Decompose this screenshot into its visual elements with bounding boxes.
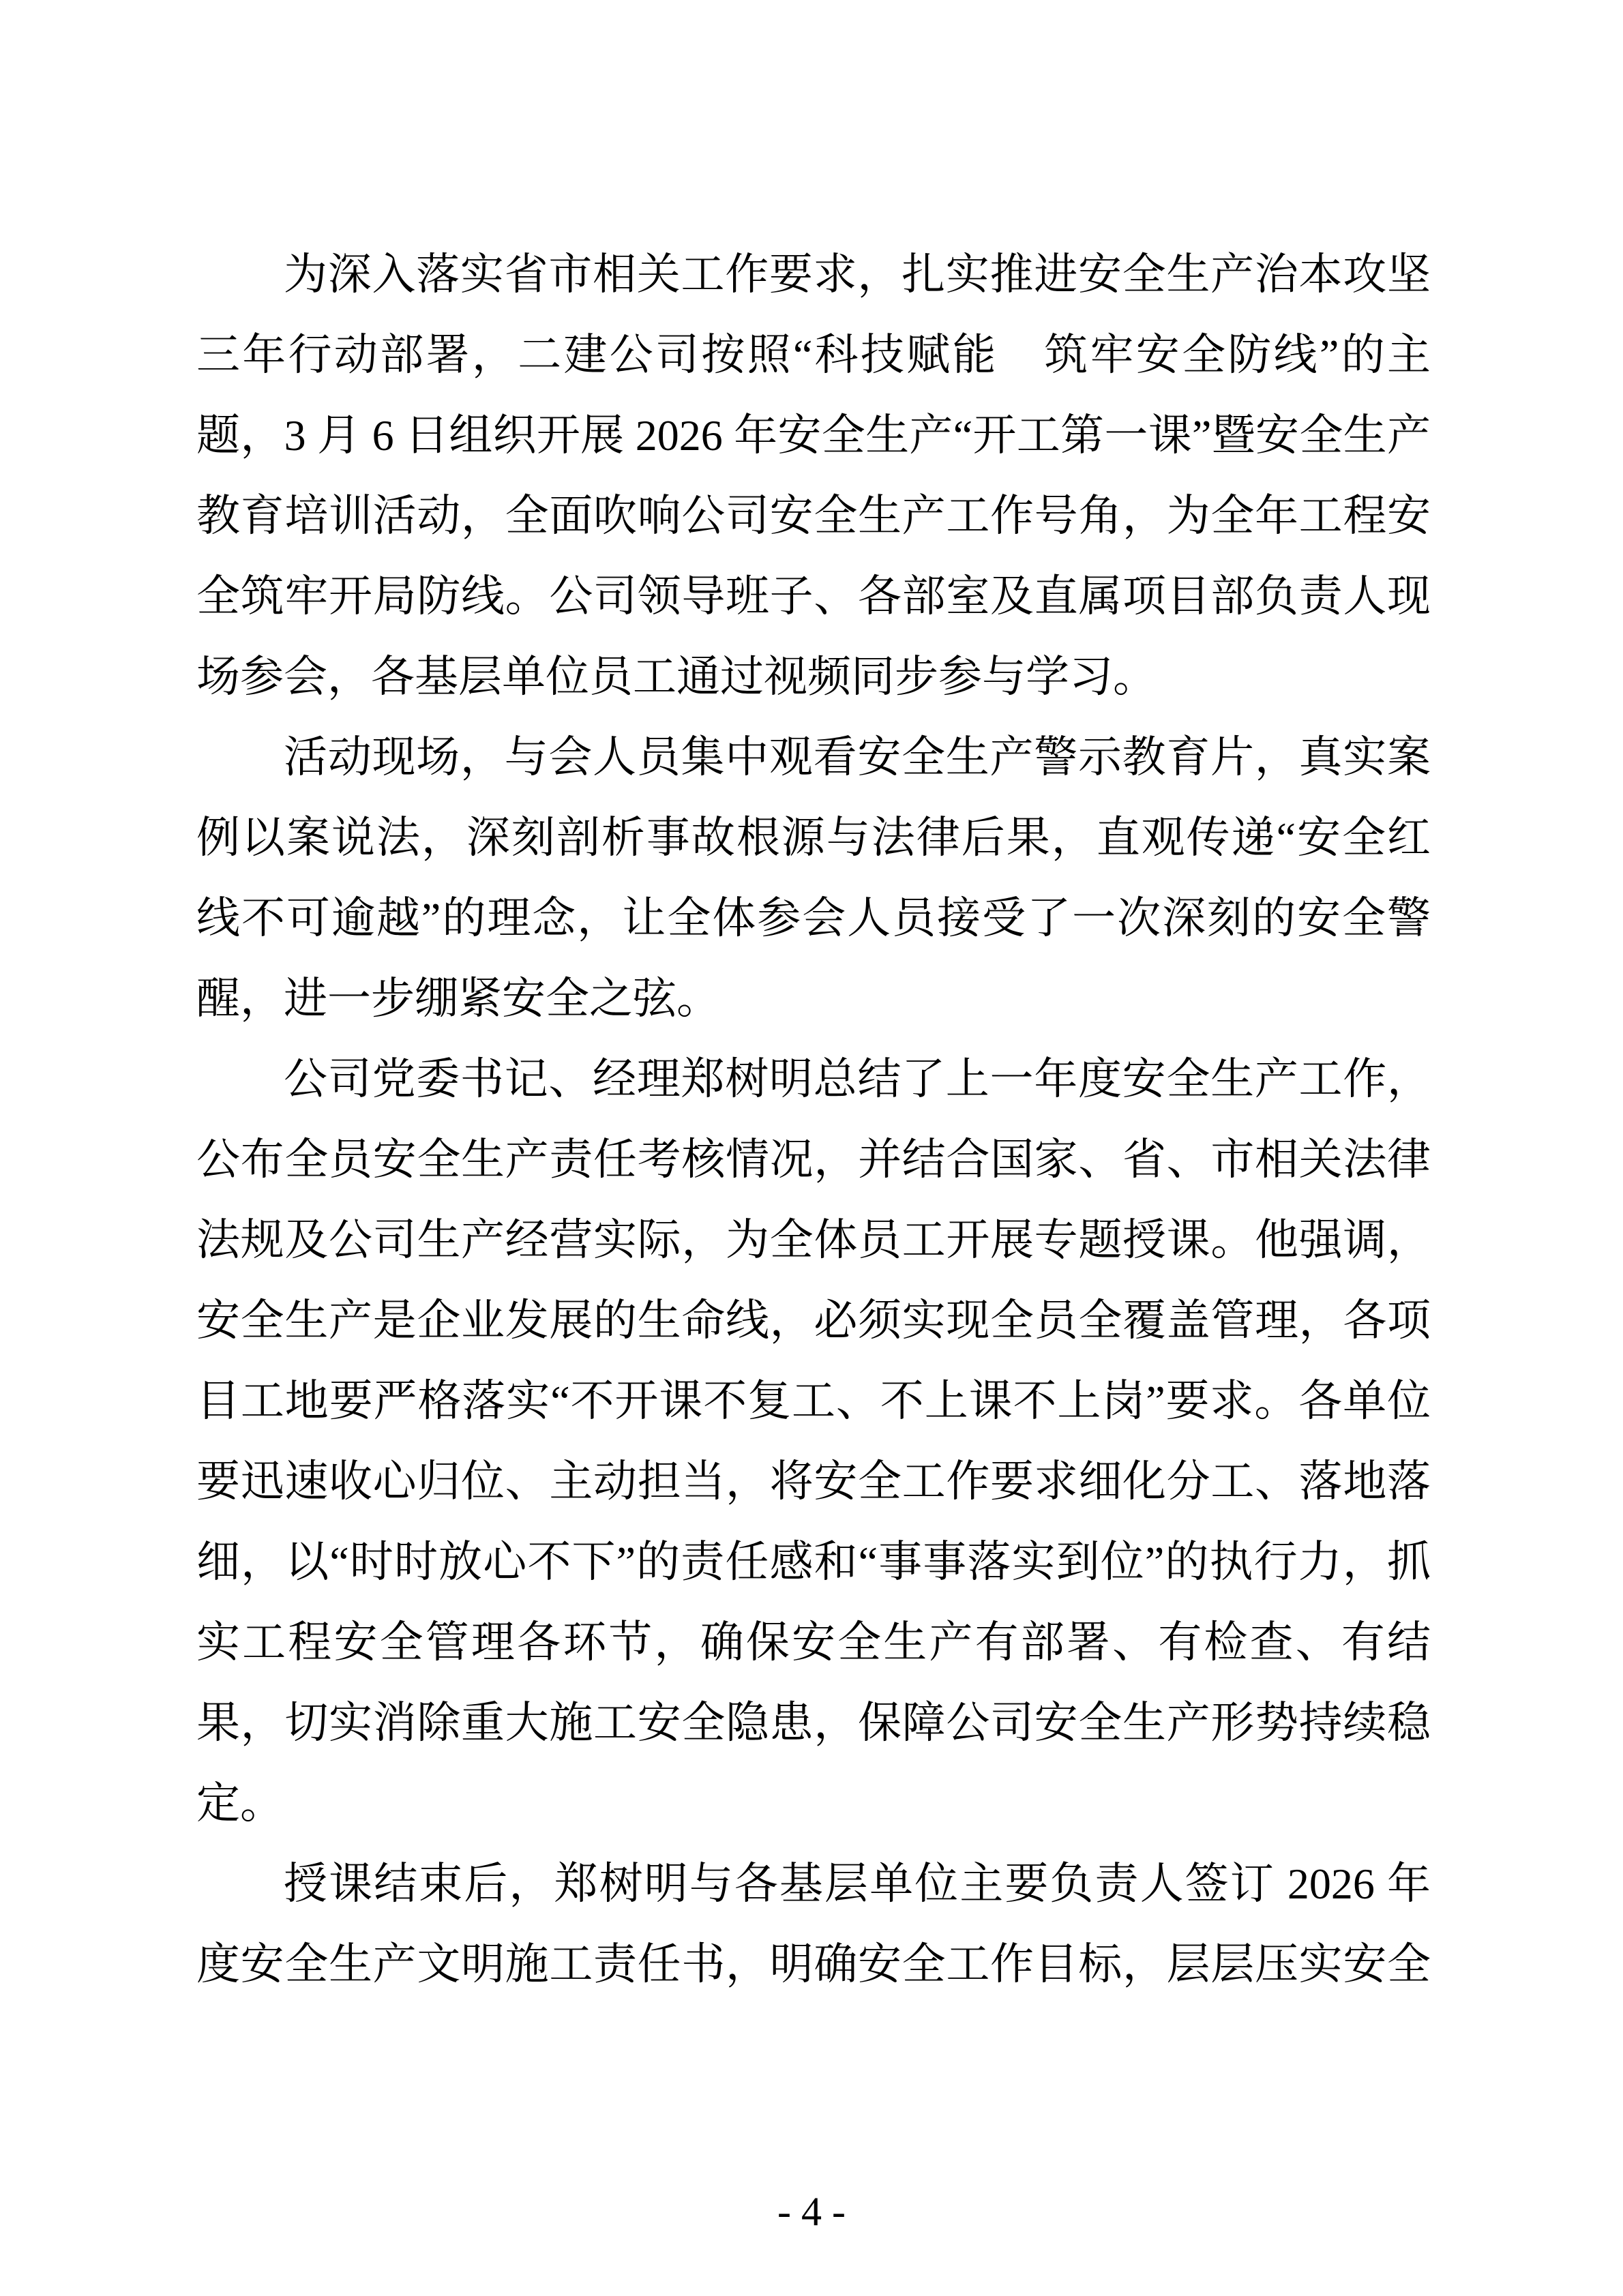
body-line: 教育培训活动，全面吹响公司安全生产工作号角，为全年工程安	[196, 492, 1431, 540]
body-line: 安全生产是企业发展的生命线，必须实现全员全覆盖管理，各项	[196, 1296, 1431, 1345]
document-body	[196, 235, 1431, 2005]
body-line: 目工地要严格落实“不开课不复工、不上课不上岗”要求。各单位	[196, 1377, 1431, 1425]
body-line: 例以案说法，深刻剖析事故根源与法律后果，直观传递“安全红	[196, 814, 1431, 862]
body-line: 法规及公司生产经营实际，为全体员工开展专题授课。他强调，	[196, 1216, 1431, 1264]
page-footer	[0, 2181, 1623, 2242]
body-line: 授课结束后，郑树明与各基层单位主要负责人签订 2026 年	[284, 1860, 1431, 1908]
body-line: 场参会，各基层单位员工通过视频同步参与学习。	[196, 653, 1157, 701]
body-line: 为深入落实省市相关工作要求，扎实推进安全生产治本攻坚	[284, 250, 1431, 299]
body-line: 定。	[196, 1779, 284, 1828]
body-line: 要迅速收心归位、主动担当，将安全工作要求细化分工、落地落	[196, 1457, 1431, 1506]
paragraph	[196, 235, 1431, 717]
body-line: 度安全生产文明施工责任书，明确安全工作目标，层层压实安全	[196, 1940, 1431, 1988]
body-line: 活动现场，与会人员集中观看安全生产警示教育片，真实案	[284, 733, 1431, 781]
body-line: 全筑牢开局防线。公司领导班子、各部室及直属项目部负责人现	[196, 572, 1431, 621]
body-line: 公布全员安全生产责任考核情况，并结合国家、省、市相关法律	[196, 1135, 1431, 1184]
body-line: 线不可逾越”的理念，让全体参会人员接受了一次深刻的安全警	[196, 894, 1431, 942]
body-line: 醒，进一步绷紧安全之弦。	[196, 974, 720, 1023]
body-line: 三年行动部署，二建公司按照“科技赋能 筑牢安全防线”的主	[196, 331, 1431, 379]
body-line: 果，切实消除重大施工安全隐患，保障公司安全生产形势持续稳	[196, 1699, 1431, 1747]
page-number: - 4 -	[777, 2189, 846, 2234]
paragraph	[196, 1039, 1431, 1844]
body-line: 实工程安全管理各环节，确保安全生产有部署、有检查、有结	[196, 1618, 1431, 1667]
body-line: 公司党委书记、经理郑树明总结了上一年度安全生产工作，	[284, 1055, 1431, 1103]
paragraph	[196, 1844, 1431, 2005]
paragraph	[196, 717, 1431, 1039]
body-line: 细，以“时时放心不下”的责任感和“事事落实到位”的执行力，抓	[196, 1538, 1431, 1586]
body-line: 题，3 月 6 日组织开展 2026 年安全生产“开工第一课”暨安全生产	[196, 411, 1431, 460]
